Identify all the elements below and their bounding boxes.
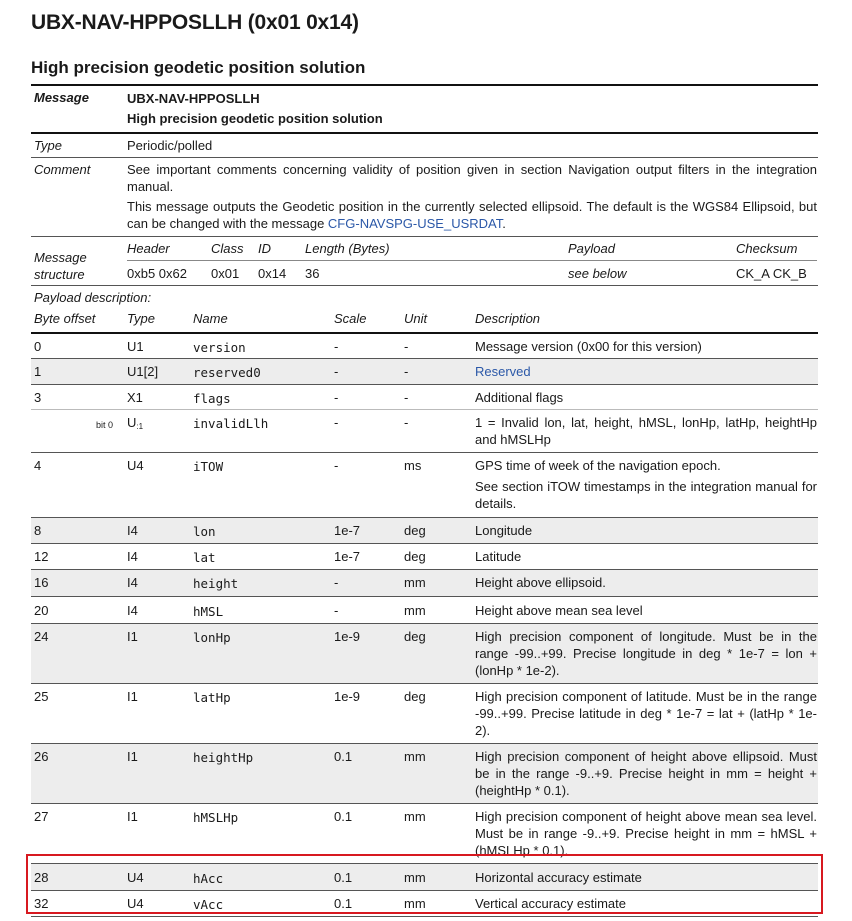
cell-description: Message version (0x00 for this version) (475, 338, 702, 354)
structure-checksum-value: CK_A CK_B (736, 265, 807, 281)
cell-name: iTOW (193, 458, 224, 474)
bit-label: bit 0 (96, 419, 114, 430)
cell-description: Vertical accuracy estimate (475, 895, 627, 911)
cell-description: Horizontal accuracy estimate (475, 869, 642, 885)
comment-row (31, 158, 818, 236)
structure-header-label: Header (127, 240, 170, 256)
cell-offset: 3 (34, 389, 42, 405)
column-header-unit: Unit (404, 310, 428, 326)
cell-unit: - (404, 389, 409, 405)
cell-offset: 32 (34, 895, 49, 911)
comment-text-1: See important comments concerning validity of position given in section Navigation output filters in the integration manual. (127, 161, 817, 194)
message-name: UBX-NAV-HPPOSLLH (127, 91, 260, 106)
cell-unit: mm (404, 574, 426, 590)
cell-name: hAcc (193, 870, 224, 886)
payload-description-label: Payload description: (34, 289, 152, 305)
cell-description: Latitude (475, 548, 522, 564)
cell-type: I1 (127, 688, 138, 704)
cell-name: hMSL (193, 603, 224, 619)
structure-length-label: Length (Bytes) (305, 240, 390, 256)
cell-type: I4 (127, 548, 138, 564)
cell-type: U1 (127, 338, 144, 354)
payload-description-row (31, 286, 818, 308)
cell-name: latHp (193, 689, 231, 705)
cell-offset: 25 (34, 688, 49, 704)
cell-type: I4 (127, 574, 138, 590)
cell-scale: - (334, 338, 339, 354)
cfg-navspg-use-usrdat-link[interactable]: CFG-NAVSPG-USE_USRDAT (327, 215, 503, 231)
cell-offset: 0 (34, 338, 42, 354)
cell-type (127, 414, 143, 435)
cell-description: High precision component of latitude. Must be in the range -99..+99. Precise latitude in deg * 1e-7 = lat + (latHp * 1e-2). (475, 688, 817, 738)
reserved-link[interactable]: Reserved (475, 363, 531, 379)
page-title: UBX-NAV-HPPOSLLH (0x01 0x14) (31, 11, 359, 34)
structure-label-1: Message (34, 249, 87, 265)
table-row (31, 744, 818, 803)
table-row (31, 804, 818, 863)
type-row (31, 134, 818, 157)
structure-payload-value: see below (568, 265, 627, 281)
table-row (31, 385, 818, 409)
cell-type: I1 (127, 748, 138, 764)
type-label: Type (34, 137, 62, 153)
cell-description: High precision component of height above ellipsoid. Must be in the range -9..+9. Precise height in mm = height + (heightHp * 0.1). (475, 748, 817, 798)
cell-scale: 0.1 (334, 748, 353, 764)
cell-scale: 1e-7 (334, 522, 361, 538)
cell-offset: 1 (34, 363, 42, 379)
cell-unit: mm (404, 895, 426, 911)
cell-type: I1 (127, 628, 138, 644)
cell-name: flags (193, 390, 231, 406)
message-description: High precision geodetic position solution (127, 111, 383, 126)
type-value: Periodic/polled (127, 137, 213, 153)
cell-type: U4 (127, 869, 144, 885)
structure-payload-label: Payload (568, 240, 615, 256)
cell-description: High precision component of height above mean sea level. Must be in range -9..+9. Precise height in mm = hMSL + (hMSLHp * 0.1). (475, 808, 817, 858)
divider (31, 916, 818, 917)
cell-type-subscript: :1 (136, 421, 144, 431)
structure-header-value: 0xb5 0x62 (127, 265, 187, 281)
structure-length-value: 36 (305, 265, 320, 281)
cell-type: I4 (127, 602, 138, 618)
column-header-scale: Scale (334, 310, 367, 326)
section-title: High precision geodetic position solution (31, 58, 366, 77)
table-row (31, 570, 818, 596)
cell-scale: 1e-7 (334, 548, 361, 564)
cell-description: High precision component of longitude. Must be in the range -99..+99. Precise longitude in deg * 1e-7 = lon + (lonHp * 1e-2). (475, 628, 817, 678)
cell-description: Height above mean sea level (475, 602, 643, 618)
cell-name: lonHp (193, 629, 231, 645)
cell-type: X1 (127, 389, 143, 405)
cell-scale: - (334, 457, 339, 473)
cell-scale: - (334, 389, 339, 405)
cell-scale: 1e-9 (334, 688, 361, 704)
cell-type: I1 (127, 808, 138, 824)
comment-text-2 (127, 198, 817, 232)
table-row (31, 891, 818, 916)
structure-class-value: 0x01 (211, 265, 240, 281)
column-header-description: Description (475, 310, 541, 326)
cell-description: 1 = Invalid lon, lat, height, hMSL, lonHp, latHp, heightHp and hMSLHp (475, 414, 817, 447)
cell-name: vAcc (193, 896, 224, 912)
cell-unit: deg (404, 688, 426, 704)
table-row (31, 518, 818, 543)
table-row-bitfield (31, 410, 818, 452)
column-header-offset: Byte offset (34, 310, 96, 326)
table-row (31, 453, 818, 517)
cell-scale: - (334, 363, 339, 379)
cell-description: Height above ellipsoid. (475, 574, 606, 590)
cell-unit: deg (404, 548, 426, 564)
structure-checksum-label: Checksum (736, 240, 798, 256)
cell-offset: 27 (34, 808, 49, 824)
message-label: Message (34, 90, 89, 105)
cell-description: Longitude (475, 522, 533, 538)
cell-type: I4 (127, 522, 138, 538)
cell-scale: - (334, 602, 339, 618)
cell-unit: deg (404, 522, 426, 538)
cell-offset: 12 (34, 548, 49, 564)
cell-offset: 16 (34, 574, 49, 590)
structure-row (31, 237, 818, 285)
cell-name: height (193, 575, 239, 591)
cell-name: lat (193, 549, 216, 565)
cell-offset: 26 (34, 748, 49, 764)
message-row (31, 86, 818, 132)
cell-unit: - (404, 363, 409, 379)
cell-scale: - (334, 574, 339, 590)
cell-offset: 28 (34, 869, 49, 885)
cell-name: version (193, 339, 246, 355)
cell-scale: 0.1 (334, 869, 353, 885)
payload-header-row (31, 308, 818, 332)
cell-name: hMSLHp (193, 809, 239, 825)
structure-label-2: structure (34, 266, 85, 282)
cell-description: Additional flags (475, 389, 564, 405)
structure-id-label: ID (258, 240, 271, 256)
cell-unit: deg (404, 628, 426, 644)
comment-label: Comment (34, 161, 91, 177)
cell-offset: 20 (34, 602, 49, 618)
structure-subrule (127, 260, 817, 261)
cell-type-base: U (127, 414, 137, 430)
cell-scale: 0.1 (334, 895, 353, 911)
cell-scale: - (334, 414, 339, 430)
table-row (31, 684, 818, 743)
cell-type: U4 (127, 457, 144, 473)
comment-text-2-suffix: . (502, 215, 506, 231)
cell-type: U4 (127, 895, 144, 911)
cell-unit: mm (404, 602, 426, 618)
table-row (31, 544, 818, 569)
cell-name: invalidLlh (193, 415, 269, 431)
cell-unit: - (404, 338, 409, 354)
table-row (31, 864, 818, 890)
table-row (31, 359, 818, 384)
column-header-name: Name (193, 310, 228, 326)
cell-type: U1[2] (127, 363, 159, 379)
comment-text-2-prefix: This message outputs the Geodetic position in the currently selected ellipsoid. The default is the WGS84 Ellipsoid, but can be changed with the message (127, 198, 817, 231)
column-header-type: Type (127, 310, 155, 326)
cell-unit: mm (404, 808, 426, 824)
message-table (31, 84, 818, 917)
cell-offset: 24 (34, 628, 49, 644)
cell-unit: - (404, 414, 409, 430)
cell-description: GPS time of week of the navigation epoch. (475, 457, 721, 473)
cell-scale: 0.1 (334, 808, 353, 824)
cell-unit: mm (404, 748, 426, 764)
cell-description-extra: See section iTOW timestamps in the integration manual for details. (475, 478, 817, 511)
table-row (31, 624, 818, 683)
cell-name: reserved0 (193, 364, 261, 380)
structure-class-label: Class (211, 240, 244, 256)
structure-id-value: 0x14 (258, 265, 287, 281)
table-row (31, 597, 818, 623)
cell-unit: mm (404, 869, 426, 885)
cell-name: heightHp (193, 749, 254, 765)
table-row (31, 334, 818, 358)
cell-offset: 4 (34, 457, 42, 473)
cell-name: lon (193, 523, 216, 539)
cell-offset: 8 (34, 522, 42, 538)
cell-scale: 1e-9 (334, 628, 361, 644)
cell-unit: ms (404, 457, 422, 473)
